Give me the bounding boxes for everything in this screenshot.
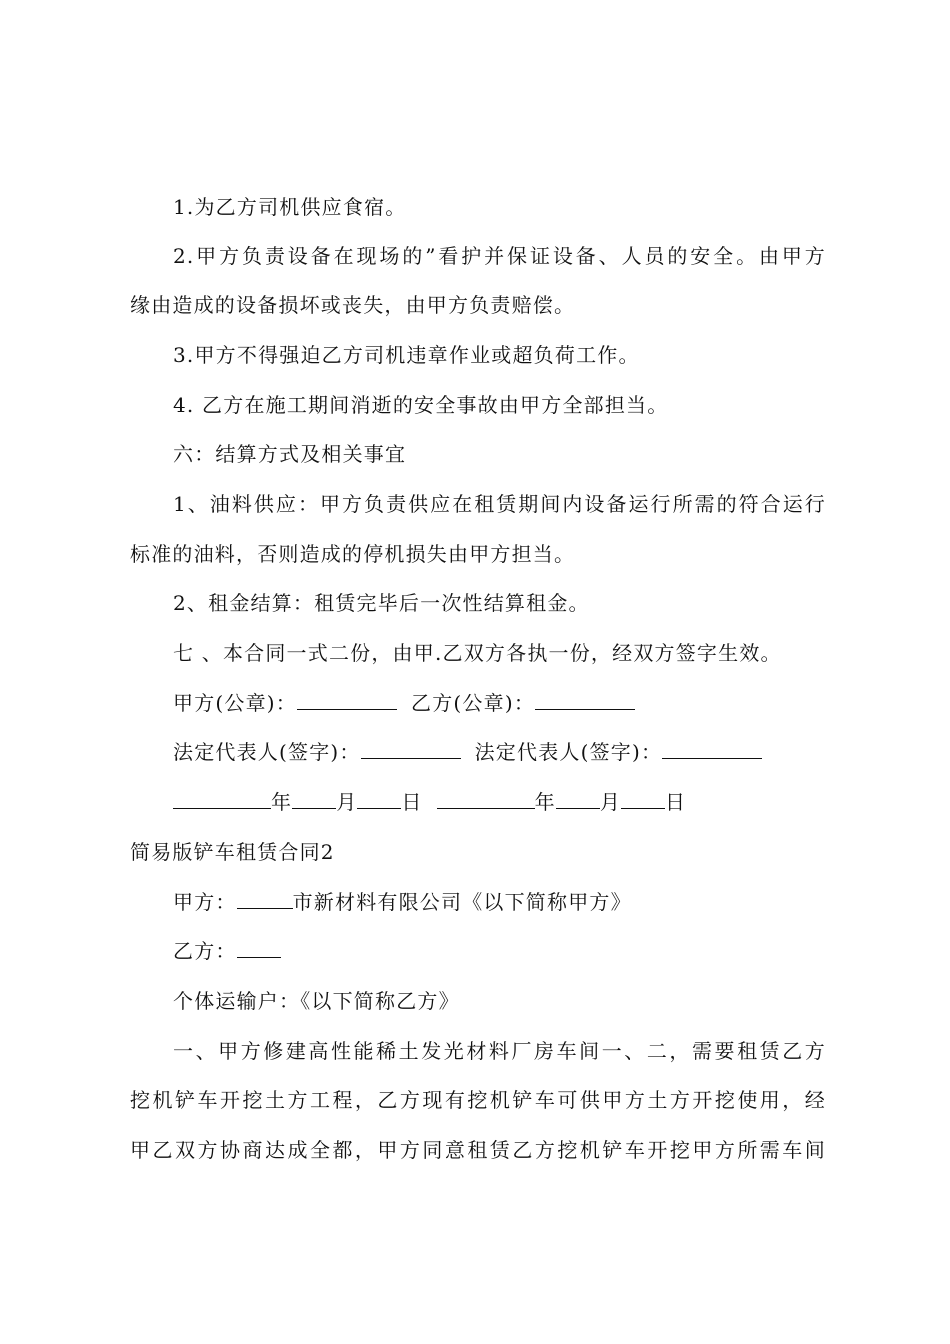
rep-b-label: 法定代表人(签字)： <box>474 740 663 764</box>
party-a-seal-blank <box>297 691 397 710</box>
party-b-seal-blank <box>535 691 635 710</box>
date-b-day-blank <box>621 790 665 809</box>
date-a-month: 月 <box>336 790 358 814</box>
date-b-month-blank <box>556 790 600 809</box>
clause-line-4: 4. 乙方在施工期间消逝的安全事故由甲方全部担当。 <box>173 393 669 417</box>
contract2-para1-line3: 甲乙双方协商达成全都，甲方同意租赁乙方挖机铲车开挖甲方所需车间 <box>130 1138 826 1162</box>
contract2-individual: 个体运输户：《以下简称乙方》 <box>173 989 460 1013</box>
date-b-year: 年 <box>534 790 556 814</box>
date-b-month: 月 <box>599 790 622 814</box>
clause-line-2: 2.甲方负责设备在现场的”看护并保证设备、人员的安全。由甲方 <box>173 244 826 268</box>
contract2-party-b <box>173 939 281 963</box>
contract2-party-a-text: 市新材料有限公司《以下简称甲方》 <box>292 890 632 914</box>
section-heading-settlement: 六：结算方式及相关事宜 <box>173 442 407 466</box>
date-b-year-blank <box>437 790 535 809</box>
party-b-seal-label: 乙方(公章)： <box>411 691 536 715</box>
date-a-day-blank <box>357 790 401 809</box>
settlement-line-1-cont: 标准的油料，否则造成的停机损失由甲方担当。 <box>130 542 576 566</box>
date-a-year-blank <box>173 790 271 809</box>
rep-b-blank <box>662 740 762 759</box>
clause-seven: 七 、本合同一式二份，由甲.乙双方各执一份，经双方签字生效。 <box>173 641 782 665</box>
signature-rep-row <box>173 740 762 764</box>
clause-line-1: 1.为乙方司机供应食宿。 <box>173 195 407 219</box>
clause-line-3: 3.甲方不得强迫乙方司机违章作业或超负荷工作。 <box>173 343 640 367</box>
date-a-year: 年 <box>271 790 293 814</box>
date-a-day: 日 <box>401 790 423 814</box>
contract2-para1-line1: 一、甲方修建高性能稀土发光材料厂房车间一、二，需要租赁乙方 <box>173 1039 826 1063</box>
settlement-line-1: 1、油料供应：甲方负责供应在租赁期间内设备运行所需的符合运行 <box>173 492 826 516</box>
contract2-party-b-blank <box>237 939 281 958</box>
contract2-title: 简易版铲车租赁合同2 <box>130 840 335 864</box>
contract2-party-a-blank <box>237 890 293 909</box>
date-a-month-blank <box>292 790 336 809</box>
date-b-day: 日 <box>665 790 687 814</box>
party-a-seal-label: 甲方(公章)： <box>173 691 298 715</box>
contract2-party-b-label: 乙方： <box>173 939 237 963</box>
rep-a-blank <box>361 740 461 759</box>
signature-seal-row <box>173 691 635 715</box>
contract2-para1-line2: 挖机铲车开挖土方工程，乙方现有挖机铲车可供甲方土方开挖使用，经 <box>130 1088 826 1112</box>
settlement-line-2: 2、租金结算：租赁完毕后一次性结算租金。 <box>173 591 590 615</box>
clause-line-2-cont: 缘由造成的设备损坏或丧失，由甲方负责赔偿。 <box>130 293 576 317</box>
signature-date-row <box>173 790 686 814</box>
rep-a-label: 法定代表人(签字)： <box>173 740 361 764</box>
contract2-party-a <box>173 890 632 914</box>
contract2-party-a-label: 甲方： <box>173 890 237 914</box>
